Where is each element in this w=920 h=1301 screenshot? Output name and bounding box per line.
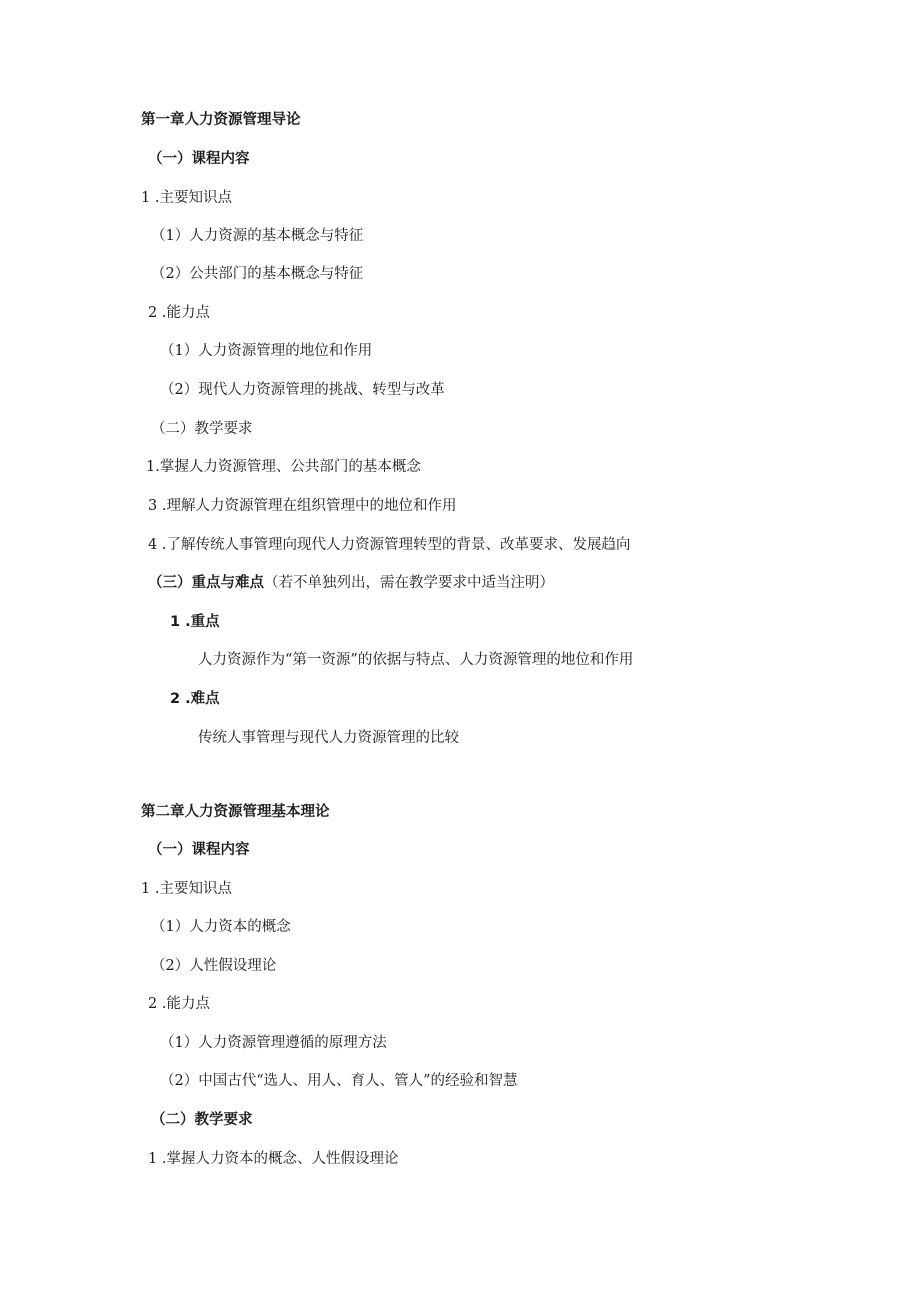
chapter2-knowledge-point-1: （1）人力资本的概念 <box>151 919 291 935</box>
chapter1-knowledge-points-heading: 1 .主要知识点 <box>141 190 232 206</box>
key-difficult-heading-note: （若不单独列出，需在教学要求中适当注明） <box>264 575 554 591</box>
chapter2-knowledge-points-heading: 1 .主要知识点 <box>141 881 232 897</box>
chapter1-ability-points-heading: 2 .能力点 <box>148 305 210 321</box>
chapter1-course-content-heading: （一）课程内容 <box>148 151 250 167</box>
chapter1-knowledge-point-2: （2）公共部门的基本概念与特征 <box>151 266 364 282</box>
chapter1-ability-point-1: （1）人力资源管理的地位和作用 <box>160 343 373 359</box>
chapter1-difficult-points-text: 传统人事管理与现代人力资源管理的比较 <box>198 730 459 746</box>
chapter1-teaching-requirement-2: 3 .理解人力资源管理在组织管理中的地位和作用 <box>148 498 457 514</box>
chapter1-key-difficult-heading <box>148 573 554 593</box>
chapter1-teaching-requirement-3: 4 .了解传统人事管理向现代人力资源管理转型的背景、改革要求、发展趋向 <box>148 537 631 553</box>
chapter1-knowledge-point-1: （1）人力资源的基本概念与特征 <box>151 228 364 244</box>
chapter2-teaching-requirements-heading: （二）教学要求 <box>151 1112 253 1128</box>
chapter1-teaching-requirement-1: 1.掌握人力资源管理、公共部门的基本概念 <box>146 459 421 475</box>
chapter2-ability-point-1: （1）人力资源管理遵循的原理方法 <box>160 1035 387 1051</box>
chapter2-knowledge-point-2: （2）人性假设理论 <box>151 958 277 974</box>
chapter2-title: 第二章人力资源管理基本理论 <box>141 804 330 820</box>
chapter1-key-points-text: 人力资源作为“第一资源”的依据与特点、人力资源管理的地位和作用 <box>198 652 634 668</box>
chapter2-ability-point-2: （2）中国古代“选人、用人、育人、管人”的经验和智慧 <box>160 1073 518 1089</box>
chapter2-course-content-heading: （一）课程内容 <box>148 842 250 858</box>
chapter1-difficult-points-heading: 2 .难点 <box>170 691 220 707</box>
chapter1-teaching-requirements-heading: （二）教学要求 <box>151 421 253 437</box>
chapter2-teaching-requirement-1: 1 .掌握人力资本的概念、人性假设理论 <box>148 1151 399 1167</box>
chapter1-ability-point-2: （2）现代人力资源管理的挑战、转型与改革 <box>160 382 445 398</box>
chapter1-title: 第一章人力资源管理导论 <box>141 112 301 128</box>
chapter1-key-points-heading: 1 .重点 <box>170 614 220 630</box>
key-difficult-heading-bold: （三）重点与难点 <box>148 575 264 591</box>
chapter2-ability-points-heading: 2 .能力点 <box>148 996 210 1012</box>
